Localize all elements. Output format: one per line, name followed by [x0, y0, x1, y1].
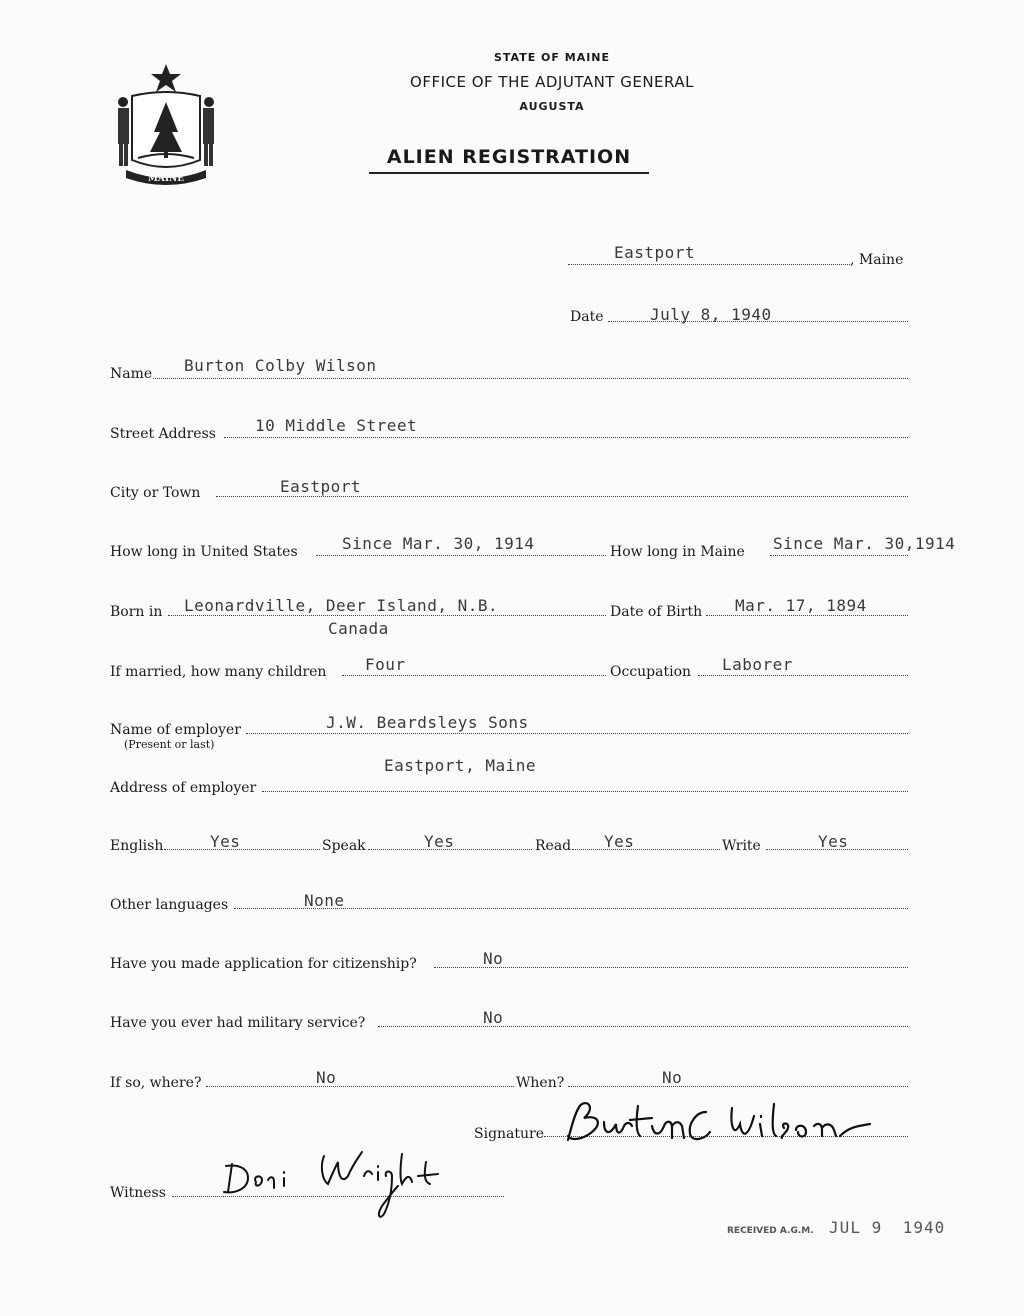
signature-label: Signature: [474, 1126, 545, 1142]
write-label: Write: [722, 838, 761, 854]
citizenship-line: [434, 967, 908, 968]
military-value: No: [483, 1008, 504, 1027]
street-label: Street Address: [110, 426, 216, 442]
children-value: Four: [365, 655, 406, 674]
where-label: If so, where?: [110, 1075, 202, 1091]
dob-value: Mar. 17, 1894: [735, 596, 867, 615]
dob-label: Date of Birth: [610, 604, 703, 620]
employer-line: [246, 733, 908, 734]
employer-address-label: Address of employer: [110, 780, 257, 796]
witness-label: Witness: [110, 1185, 166, 1201]
children-label: If married, how many children: [110, 664, 327, 680]
english-value: Yes: [210, 832, 241, 851]
citizenship-value: No: [483, 949, 504, 968]
dob-line: [706, 615, 908, 616]
stamp-date: JUL 9: [829, 1218, 883, 1237]
city-line: [216, 496, 908, 497]
stamp-received: RECEIVED A.G.M.: [727, 1226, 814, 1236]
place-suffix: , Maine: [850, 252, 904, 268]
us-duration-value: Since Mar. 30, 1914: [342, 534, 535, 553]
occupation-value: Laborer: [722, 655, 793, 674]
street-line: [224, 437, 908, 438]
date-label: Date: [570, 309, 604, 325]
maine-duration-label: How long in Maine: [610, 544, 745, 560]
signature-image: [560, 1096, 880, 1152]
citizenship-label: Have you made application for citizenship?: [110, 956, 417, 972]
place-line: [568, 264, 850, 265]
maine-duration-line: [770, 555, 908, 556]
read-label: Read: [535, 838, 572, 854]
occupation-line: [698, 675, 908, 676]
witness-signature-image: [212, 1146, 452, 1226]
employer-label: Name of employer: [110, 722, 241, 738]
header-city: AUGUSTA: [519, 100, 585, 113]
received-stamp: [727, 1218, 945, 1237]
name-label: Name: [110, 366, 153, 382]
employer-address-value: Eastport, Maine: [384, 756, 536, 775]
date-value: July 8, 1940: [650, 305, 772, 324]
employer-sublabel: (Present or last): [124, 738, 215, 751]
street-value: 10 Middle Street: [255, 416, 418, 435]
header-office: OFFICE OF THE ADJUTANT GENERAL: [410, 73, 694, 91]
read-line: [572, 849, 720, 850]
us-duration-line: [316, 555, 606, 556]
when-line: [568, 1086, 908, 1087]
when-label: When?: [516, 1075, 565, 1091]
name-value: Burton Colby Wilson: [184, 356, 377, 375]
speak-value: Yes: [424, 832, 455, 851]
when-value: No: [662, 1068, 683, 1087]
us-duration-label: How long in United States: [110, 544, 298, 560]
occupation-label: Occupation: [610, 664, 692, 680]
born-line: [168, 615, 606, 616]
other-languages-value: None: [304, 891, 345, 910]
read-value: Yes: [604, 832, 635, 851]
where-value: No: [316, 1068, 337, 1087]
maine-duration-value: Since Mar. 30,1914: [773, 534, 956, 553]
employer-address-line: [262, 791, 908, 792]
born-label: Born in: [110, 604, 163, 620]
english-line: [164, 849, 320, 850]
form-title: ALIEN REGISTRATION: [369, 146, 649, 174]
city-label: City or Town: [110, 485, 201, 501]
speak-label: Speak: [322, 838, 366, 854]
where-line: [206, 1086, 514, 1087]
write-value: Yes: [818, 832, 849, 851]
born-value-country: Canada: [328, 619, 389, 638]
stamp-year: 1940: [902, 1218, 946, 1237]
military-label: Have you ever had military service?: [110, 1015, 366, 1031]
born-value: Leonardville, Deer Island, N.B.: [184, 596, 499, 615]
name-line: [153, 378, 908, 379]
english-label: English: [110, 838, 164, 854]
svg-text:MAINE: MAINE: [147, 174, 185, 184]
header-state: STATE OF MAINE: [493, 51, 611, 64]
other-languages-label: Other languages: [110, 897, 229, 913]
military-line: [378, 1026, 908, 1027]
city-value: Eastport: [280, 477, 362, 496]
place-value: Eastport: [614, 243, 696, 262]
employer-value: J.W. Beardsleys Sons: [326, 713, 529, 732]
children-line: [342, 675, 606, 676]
